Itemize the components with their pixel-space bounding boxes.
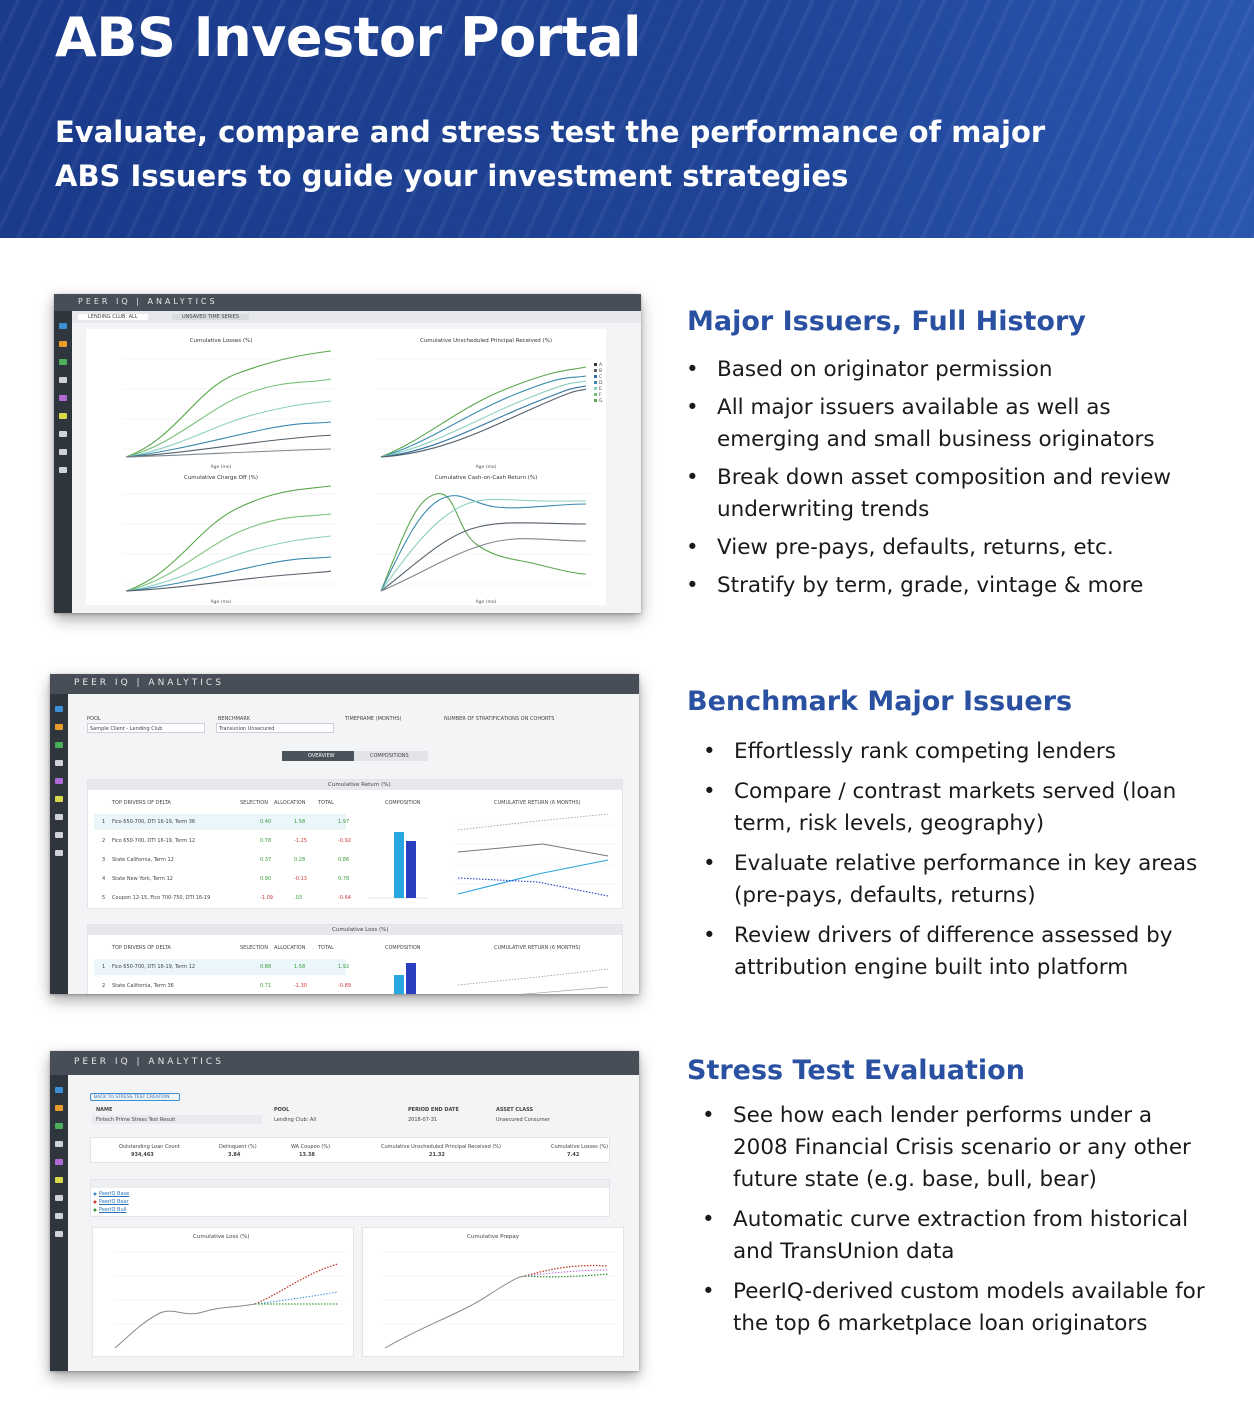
section-title-benchmark: Benchmark Major Issuers xyxy=(687,686,1073,717)
sidebar-icon[interactable] xyxy=(59,395,67,401)
sidebar-icon[interactable] xyxy=(59,467,67,473)
app-topbar xyxy=(54,294,641,311)
stat-label: Outstanding Loan Count xyxy=(119,1144,180,1150)
sidebar-icon[interactable] xyxy=(59,341,67,347)
sidebar-icon[interactable] xyxy=(55,1123,63,1129)
scenario-link[interactable]: PeerIQ Bear xyxy=(99,1199,129,1205)
field-label: POOL xyxy=(274,1107,290,1113)
prepay-chart-svg xyxy=(363,1242,625,1356)
sidebar-icon[interactable] xyxy=(59,431,67,437)
bar-benchmark xyxy=(406,841,416,898)
row-allocation: 1.58 xyxy=(294,819,306,825)
legend-item: D xyxy=(599,381,603,386)
series-lines xyxy=(126,351,586,591)
table-row[interactable] xyxy=(94,833,351,849)
bar-pool xyxy=(394,975,404,994)
row-allocation: -0.13 xyxy=(294,876,307,882)
tab-overview[interactable] xyxy=(282,751,354,761)
row-allocation: .03 xyxy=(294,895,302,901)
sidebar-icon[interactable] xyxy=(55,760,63,766)
sidebar-icon[interactable] xyxy=(55,706,63,712)
x-axis-label: Age (mo) xyxy=(210,465,232,470)
bullet-item: • Effortlessly rank competing lenders xyxy=(734,736,1214,768)
sidebar-icon[interactable] xyxy=(55,778,63,784)
sidebar-icon[interactable] xyxy=(55,724,63,730)
x-axis-label: Age (mo) xyxy=(475,465,497,470)
bullet-item: • View pre-pays, defaults, returns, etc. xyxy=(717,532,1217,564)
x-axis-label: Age (mo) xyxy=(210,600,232,605)
bullet-item: • PeerIQ-derived custom models available for the top 6 marketplace loan originators xyxy=(733,1276,1213,1340)
bullet-item: • Review drivers of difference assessed by attribution engine built into platform xyxy=(734,920,1214,984)
bullet-item: • Compare / contrast markets served (loan term, risk levels, geography) xyxy=(734,776,1214,840)
field-label: NAME xyxy=(96,1107,113,1113)
cum-loss-chart xyxy=(448,955,620,994)
benchmark-select-value: Transunion Unsecured xyxy=(219,726,275,732)
app-sidebar xyxy=(54,311,72,613)
app-topbar xyxy=(50,1051,639,1075)
row-name: Fico 650-700, DTI 16-19, Term 12 xyxy=(112,964,196,970)
field-label: ASSET CLASS xyxy=(496,1107,534,1113)
bar-benchmark xyxy=(406,963,416,994)
tab-time-series[interactable]: UNSAVED TIME SERIES xyxy=(172,314,249,320)
app-logo: PEER IQ | ANALYTICS xyxy=(74,678,224,688)
row-selection: 0.71 xyxy=(260,983,272,989)
cum-return-title: CUMULATIVE RETURN (6 MONTHS) xyxy=(494,800,581,806)
sidebar-icon[interactable] xyxy=(59,377,67,383)
stress-prepay-chart xyxy=(362,1227,624,1357)
legend-item: E xyxy=(599,387,602,392)
legend-item: B xyxy=(599,369,603,374)
table-row[interactable] xyxy=(94,890,351,906)
legend-item: F xyxy=(599,393,602,398)
row-total: 0.86 xyxy=(338,857,350,863)
loss-panel-title: Cumulative Loss (%) xyxy=(332,927,389,933)
app-topbar xyxy=(50,674,639,694)
section-title-stress: Stress Test Evaluation xyxy=(687,1055,1025,1086)
sidebar-icon[interactable] xyxy=(55,814,63,820)
row-allocation: 1.58 xyxy=(294,964,306,970)
sidebar-icon[interactable] xyxy=(55,832,63,838)
field-value: Lending Club: All xyxy=(274,1117,317,1123)
section-title-issuers: Major Issuers, Full History xyxy=(687,306,1086,337)
field-value: Unsecured Consumer xyxy=(496,1117,550,1123)
cum-return-chart xyxy=(448,810,620,906)
row-total: -0.64 xyxy=(338,895,351,901)
row-name: State California, Term 12 xyxy=(112,857,174,863)
bullet-item: • Automatic curve extraction from historical and TransUnion data xyxy=(733,1204,1213,1268)
bullet-item: • Evaluate relative performance in key areas (pre-pays, defaults, returns) xyxy=(734,848,1214,912)
scenario-markers xyxy=(92,1191,98,1215)
sidebar-icon[interactable] xyxy=(55,796,63,802)
sidebar-icon[interactable] xyxy=(55,850,63,856)
back-button-label: BACK TO STRESS TEST CREATION xyxy=(94,1095,170,1100)
row-total: 1.97 xyxy=(338,819,350,825)
field-value: 2018-07-31 xyxy=(408,1117,438,1123)
table-row[interactable] xyxy=(94,852,350,868)
bullet-item: • Break down asset composition and review underwriting trends xyxy=(717,462,1217,526)
chart-title: Cumulative Charge Off (%) xyxy=(183,475,259,481)
composition-bars xyxy=(368,953,428,994)
col-header: TOTAL xyxy=(318,800,334,806)
composition-title: COMPOSITION xyxy=(385,800,421,806)
section-bullets-issuers xyxy=(717,354,1217,608)
tab-compositions-label: COMPOSITIONS xyxy=(370,753,409,759)
sidebar-icon[interactable] xyxy=(59,449,67,455)
charts-svg xyxy=(86,329,606,605)
table-row[interactable] xyxy=(94,871,350,887)
row-rank: 2 xyxy=(102,983,106,989)
row-selection: -1.09 xyxy=(260,895,273,901)
row-total: -0.92 xyxy=(338,838,351,844)
col-header: SELECTION xyxy=(240,800,268,806)
loss-panel xyxy=(87,924,623,994)
chart-title: Cumulative Cash-on-Cash Return (%) xyxy=(434,475,538,481)
stat-value: 13.38 xyxy=(299,1152,315,1158)
stat-label: WA Coupon (%) xyxy=(291,1144,331,1150)
section-bullets-benchmark xyxy=(734,736,1214,990)
table-row[interactable] xyxy=(94,959,350,975)
pool-select[interactable] xyxy=(87,723,205,733)
return-panel xyxy=(87,779,623,909)
app-logo: PEER IQ | ANALYTICS xyxy=(78,297,218,306)
table-row[interactable] xyxy=(94,814,350,830)
row-selection: 0.37 xyxy=(260,857,272,863)
chart-grid xyxy=(86,329,606,605)
stat-label: Delinquent (%) xyxy=(219,1144,257,1150)
screenshot-time-series xyxy=(54,294,641,613)
row-name: State California, Term 36 xyxy=(112,983,174,989)
screenshot-benchmark xyxy=(50,674,639,994)
row-total: 1.92 xyxy=(338,964,350,970)
field-value: Fintech Prime Stress Test Result xyxy=(96,1117,176,1123)
stat-value: 934,463 xyxy=(131,1152,154,1158)
scenario-link[interactable]: PeerIQ Bull xyxy=(99,1207,127,1213)
stat-value: 7.42 xyxy=(567,1152,580,1158)
hero-banner xyxy=(0,0,1254,238)
app-sidebar xyxy=(50,694,68,994)
row-name: Fico 650-700, DTI 16-19, Term 36 xyxy=(112,819,196,825)
row-total: 0.78 xyxy=(338,876,350,882)
sidebar-icon[interactable] xyxy=(55,1231,63,1237)
sidebar-icon[interactable] xyxy=(55,1105,63,1111)
row-total: -0.89 xyxy=(338,983,351,989)
legend-item: G xyxy=(599,399,603,404)
stat-value: 3.84 xyxy=(228,1152,241,1158)
col-header: TOTAL xyxy=(318,945,334,951)
row-rank: 4 xyxy=(102,876,106,882)
row-rank: 2 xyxy=(102,838,106,844)
bullet-item: • Based on originator permission xyxy=(717,354,1217,386)
strat-label: NUMBER OF STRATIFICATIONS ON COHORTS xyxy=(444,716,555,722)
stat-label: Cumulative Unscheduled Principal Received (%) xyxy=(381,1144,502,1150)
col-header: TOP DRIVERS OF DELTA xyxy=(112,945,171,951)
loss-chart-svg xyxy=(93,1242,355,1356)
row-rank: 1 xyxy=(102,819,106,825)
sidebar-icon[interactable] xyxy=(55,742,63,748)
app-sidebar xyxy=(50,1075,68,1371)
tab-compositions[interactable] xyxy=(354,751,428,761)
scenario-link[interactable]: PeerIQ Base xyxy=(99,1191,130,1197)
row-rank: 3 xyxy=(102,857,106,863)
col-header: ALLOCATION xyxy=(274,945,306,951)
row-name: Coupon 12-15, Fico 700-750, DTI 16-19 xyxy=(112,895,211,901)
sidebar-icon[interactable] xyxy=(55,1141,63,1147)
timeframe-label: TIMEFRAME (MONTHS) xyxy=(345,716,402,722)
row-rank: 1 xyxy=(102,964,106,970)
composition-bars xyxy=(368,808,428,904)
bullet-item: • Stratify by term, grade, vintage & more xyxy=(717,570,1217,602)
col-header: ALLOCATION xyxy=(274,800,306,806)
screenshot-stress-test xyxy=(50,1051,639,1371)
row-selection: 0.78 xyxy=(260,838,272,844)
sidebar-icon[interactable] xyxy=(55,1213,63,1219)
sidebar-icon[interactable] xyxy=(59,323,67,329)
back-button[interactable] xyxy=(90,1093,180,1101)
row-rank: 5 xyxy=(102,895,106,901)
stats-bar xyxy=(90,1137,610,1163)
row-selection: 0.88 xyxy=(260,964,272,970)
chart-title: Cumulative Unscheduled Principal Received (%) xyxy=(419,338,553,344)
app-logo: PEER IQ | ANALYTICS xyxy=(74,1057,224,1067)
stress-loss-chart xyxy=(92,1227,354,1357)
row-name: State New York, Term 12 xyxy=(112,876,173,882)
legend-item: C xyxy=(599,375,603,380)
benchmark-select[interactable] xyxy=(216,723,334,733)
table-row[interactable] xyxy=(94,978,351,994)
row-selection: 0.90 xyxy=(260,876,272,882)
tab-overview-label: OVERVIEW xyxy=(308,753,335,759)
composition-title: COMPOSITION xyxy=(385,945,421,951)
sidebar-icon[interactable] xyxy=(55,1087,63,1093)
field-label: PERIOD END DATE xyxy=(408,1107,459,1113)
row-selection: 0.40 xyxy=(260,819,272,825)
stat-value: 21.32 xyxy=(429,1152,445,1158)
row-allocation: -1.25 xyxy=(294,838,307,844)
tab-lending-club[interactable]: LENDING CLUB: ALL xyxy=(78,314,148,320)
cum-return-title: CUMULATIVE RETURN (6 MONTHS) xyxy=(494,945,581,951)
col-header: TOP DRIVERS OF DELTA xyxy=(112,800,171,806)
chart-title: Cumulative Prepay xyxy=(467,1234,520,1240)
sidebar-icon[interactable] xyxy=(59,413,67,419)
section-bullets-stress xyxy=(733,1100,1213,1346)
legend xyxy=(594,362,603,404)
scenario-table xyxy=(90,1179,610,1217)
legend-item: A xyxy=(599,363,603,368)
sidebar-icon[interactable] xyxy=(55,1159,63,1165)
bullet-item: • See how each lender performs under a 2008 Financial Crisis scenario or any other future state (e.g. base, bull, bear) xyxy=(733,1100,1213,1196)
return-panel-title: Cumulative Return (%) xyxy=(328,782,391,788)
row-allocation: -1.30 xyxy=(294,983,307,989)
chart-title: Cumulative Loss (%) xyxy=(193,1234,250,1240)
sidebar-icon[interactable] xyxy=(55,1177,63,1183)
bullet-item: • All major issuers available as well as emerging and small business originators xyxy=(717,392,1217,456)
pool-select-value: Sample Client - Lending Club xyxy=(90,726,163,732)
page-subtitle: Evaluate, compare and stress test the performance of major ABS Issuers to guide your investment strategies xyxy=(55,115,1046,193)
x-axis-label: Age (mo) xyxy=(475,600,497,605)
sidebar-icon[interactable] xyxy=(59,359,67,365)
chart-title: Cumulative Losses (%) xyxy=(189,338,253,344)
page-title: ABS Investor Portal xyxy=(55,6,642,69)
row-name: Fico 650-700, DTI 16-19, Term 12 xyxy=(112,838,196,844)
benchmark-label: BENCHMARK xyxy=(218,716,251,722)
bar-pool xyxy=(394,832,404,898)
stat-label: Cumulative Losses (%) xyxy=(551,1144,609,1150)
pool-label: POOL xyxy=(87,716,101,722)
row-allocation: 0.28 xyxy=(294,857,306,863)
sidebar-icon[interactable] xyxy=(55,1195,63,1201)
col-header: SELECTION xyxy=(240,945,268,951)
